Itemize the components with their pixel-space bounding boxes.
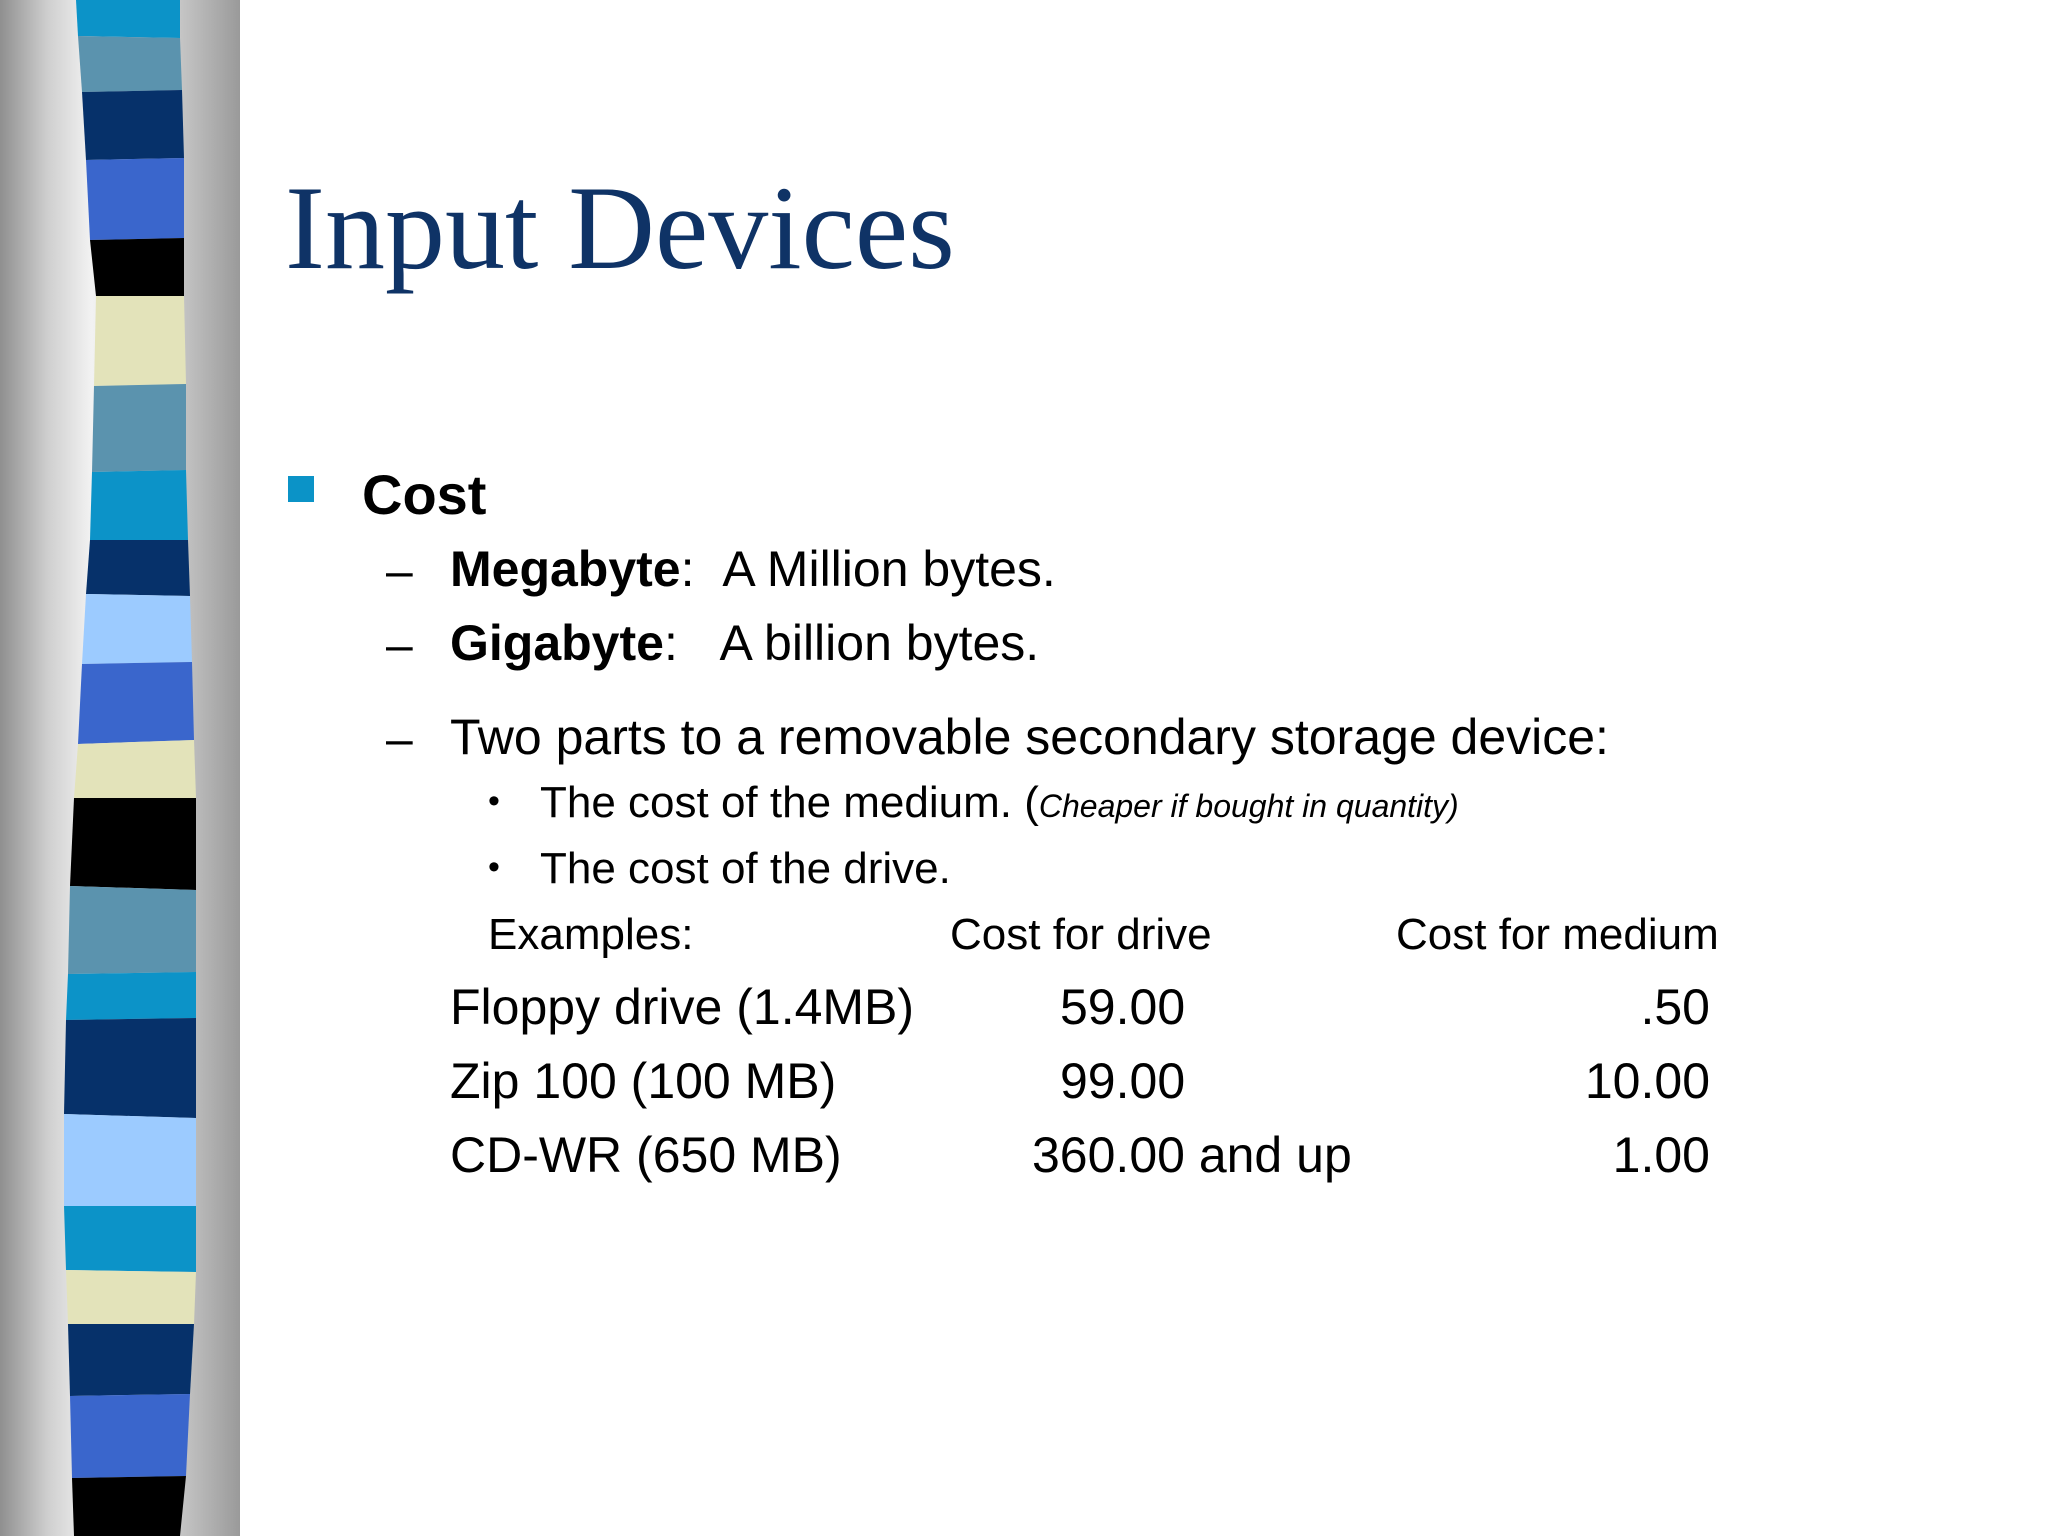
definition-separator: : xyxy=(663,615,678,671)
dash-bullet: – xyxy=(386,713,413,766)
table-cell-device: Floppy drive (1.4MB) xyxy=(450,979,915,1035)
definition-gigabyte xyxy=(450,614,1039,672)
sub-item-text: The cost of the medium. ( xyxy=(540,778,1039,827)
sub-item-medium-cost xyxy=(540,778,1459,828)
table-cell-drive-cost: 99.00 xyxy=(1060,1053,1186,1109)
striped-pattern-graphic xyxy=(0,0,240,1536)
square-bullet-icon xyxy=(288,476,314,502)
definition-separator: : xyxy=(680,541,695,597)
definition-term: Gigabyte xyxy=(450,615,664,671)
decorative-side-strip xyxy=(0,0,240,1536)
definition-text: A billion bytes. xyxy=(719,615,1040,671)
storage-intro: Two parts to a removable secondary storage device: xyxy=(450,709,1609,765)
bullet-heading: Cost xyxy=(362,463,487,526)
table-cell-medium-cost: 1.00 xyxy=(1612,1127,1710,1183)
table-cell-medium-cost: .50 xyxy=(1640,979,1710,1035)
table-cell-device: CD-WR (650 MB) xyxy=(450,1127,842,1183)
table-cell-medium-cost: 10.00 xyxy=(1584,1053,1710,1109)
table-header-drive-cost: Cost for drive xyxy=(950,910,1212,959)
round-bullet-icon: • xyxy=(488,848,500,886)
definition-text: A Million bytes. xyxy=(722,541,1056,597)
round-bullet-icon: • xyxy=(488,782,500,820)
slide-title: Input Devices xyxy=(285,161,955,294)
definition-megabyte xyxy=(450,540,1056,598)
table-cell-drive-cost: 360.00 and up xyxy=(1032,1127,1352,1183)
dash-bullet: – xyxy=(386,545,413,598)
definition-term: Megabyte xyxy=(450,541,681,597)
table-cell-drive-cost: 59.00 xyxy=(1060,979,1186,1035)
table-header-medium-cost: Cost for medium xyxy=(1396,910,1719,959)
sub-item-note: Cheaper if bought in quantity) xyxy=(1038,788,1459,824)
dash-bullet: – xyxy=(386,619,413,672)
table-cell-device: Zip 100 (100 MB) xyxy=(450,1053,837,1109)
sub-item-drive-cost: The cost of the drive. xyxy=(540,844,951,893)
table-header-examples: Examples: xyxy=(488,910,694,959)
